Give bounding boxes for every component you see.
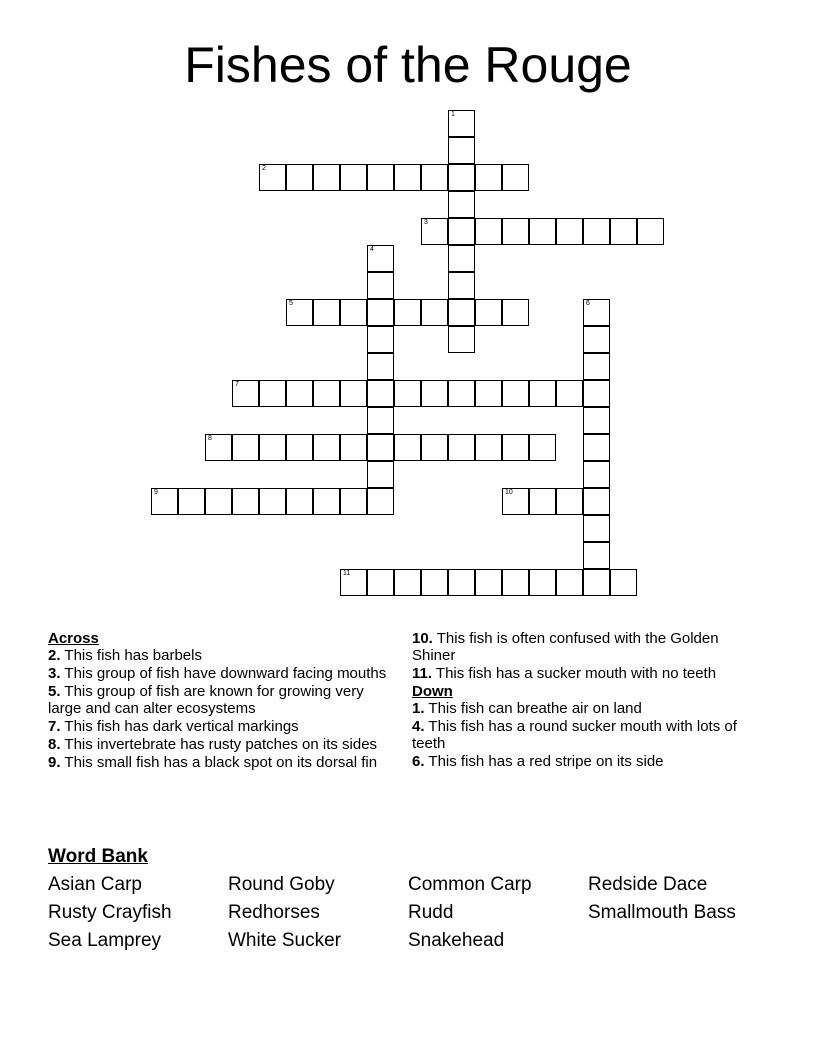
grid-cell[interactable] [448,164,475,191]
grid-cell[interactable] [502,218,529,245]
clue-number: 7 [235,381,239,388]
grid-cell[interactable] [448,245,475,272]
clue-number: 2 [262,165,266,172]
grid-cell[interactable] [583,434,610,461]
grid-cell[interactable] [313,299,340,326]
grid-cell[interactable] [259,488,286,515]
clue-number: 1 [451,111,455,118]
grid-cell[interactable] [178,488,205,515]
grid-cell[interactable] [259,164,286,191]
grid-cell[interactable] [205,434,232,461]
grid-cell[interactable] [583,407,610,434]
clue-item-number: 4. [412,718,425,735]
grid-cell[interactable] [313,164,340,191]
grid-cell[interactable] [448,191,475,218]
across-heading: Across [48,630,99,647]
grid-cell[interactable] [583,218,610,245]
grid-cell[interactable] [394,434,421,461]
clue-item-number: 7. [48,718,61,735]
grid-cell[interactable] [421,218,448,245]
grid-cell[interactable] [367,569,394,596]
grid-cell[interactable] [529,218,556,245]
grid-cell[interactable] [367,434,394,461]
page-title: Fishes of the Rouge [184,37,632,93]
clue-item-number: 1. [412,700,425,717]
grid-cell[interactable] [340,488,367,515]
grid-cell[interactable] [556,488,583,515]
across-clue-list-continued [412,630,762,682]
word-bank-item: Snakehead [408,930,505,951]
clue-number: 5 [289,300,293,307]
grid-cell[interactable] [637,218,664,245]
grid-cell[interactable] [475,380,502,407]
grid-cell[interactable] [448,569,475,596]
clue-item-text: This group of fish are known for growing very large and can alter ecosystems [48,683,364,717]
down-clue-list [412,700,762,770]
grid-cell[interactable] [232,434,259,461]
grid-cell[interactable] [502,434,529,461]
grid-cell[interactable] [448,137,475,164]
grid-cell[interactable] [151,488,178,515]
word-bank-item: Redside Dace [588,874,708,895]
clue-item-number: 11. [412,665,433,682]
grid-cell[interactable] [394,569,421,596]
grid-cell[interactable] [583,515,610,542]
grid-cell[interactable] [421,569,448,596]
clue-item-number: 8. [48,736,61,753]
grid-cell[interactable] [448,272,475,299]
grid-cell[interactable] [340,434,367,461]
grid-cell[interactable] [340,299,367,326]
grid-cell[interactable] [610,569,637,596]
clue-item-text: This fish has a sucker mouth with no teeth [432,665,717,682]
grid-cell[interactable] [556,380,583,407]
clue-item [412,700,762,717]
grid-cell[interactable] [367,380,394,407]
grid-cell[interactable] [448,218,475,245]
grid-cell[interactable] [367,299,394,326]
word-bank-item: Common Carp [408,874,532,895]
word-bank-item: White Sucker [228,930,341,951]
clue-number: 4 [370,246,374,253]
clue-item-text: This fish can breathe air on land [424,700,642,717]
grid-cell[interactable] [367,488,394,515]
clue-item [412,718,762,752]
across-clue-list [48,647,388,771]
grid-cell[interactable] [583,380,610,407]
grid-cell[interactable] [367,461,394,488]
word-bank-heading: Word Bank [48,846,148,867]
grid-cell[interactable] [313,434,340,461]
word-bank-item: Rusty Crayfish [48,902,172,923]
clue-number: 3 [424,219,428,226]
clue-item-text: This small fish has a black spot on its dorsal fin [60,754,378,771]
clue-item-number: 9. [48,754,61,771]
clue-item-number: 2. [48,647,61,664]
grid-cell[interactable] [232,488,259,515]
grid-cell[interactable] [502,380,529,407]
grid-cell[interactable] [583,542,610,569]
grid-cell[interactable] [286,434,313,461]
grid-cell[interactable] [421,164,448,191]
grid-cell[interactable] [583,353,610,380]
grid-cell[interactable] [394,380,421,407]
grid-cell[interactable] [286,164,313,191]
grid-cell[interactable] [421,299,448,326]
clue-item-number: 10. [412,630,433,647]
grid-cell[interactable] [394,299,421,326]
clue-item-text: This group of fish have downward facing mouths [60,665,387,682]
grid-cell[interactable] [421,434,448,461]
clue-item-text: This fish is often confused with the Golden Shiner [412,630,719,664]
clue-item [412,753,762,770]
grid-cell[interactable] [529,434,556,461]
clue-item [48,754,388,771]
clue-item [48,683,388,717]
grid-cell[interactable] [475,164,502,191]
grid-cell[interactable] [367,407,394,434]
grid-cell[interactable] [502,299,529,326]
down-heading: Down [412,683,453,700]
clue-item [48,647,388,664]
clues-right-column [412,630,762,771]
grid-cell[interactable] [583,299,610,326]
grid-cell[interactable] [232,380,259,407]
word-bank-item: Round Goby [228,874,335,895]
grid-cell[interactable] [421,380,448,407]
grid-cell[interactable] [205,488,232,515]
grid-cell[interactable] [610,218,637,245]
grid-cell[interactable] [475,218,502,245]
grid-cell[interactable] [367,164,394,191]
grid-cell[interactable] [448,434,475,461]
grid-cell[interactable] [448,380,475,407]
grid-cell[interactable] [556,569,583,596]
clue-item [48,736,388,753]
clue-item-number: 5. [48,683,61,700]
clue-item-text: This fish has barbels [60,647,202,664]
grid-cell[interactable] [502,164,529,191]
grid-cell[interactable] [502,569,529,596]
word-bank-item: Asian Carp [48,874,142,895]
grid-cell[interactable] [583,488,610,515]
grid-cell[interactable] [340,164,367,191]
grid-cell[interactable] [475,434,502,461]
grid-cell[interactable] [367,245,394,272]
grid-cell[interactable] [583,461,610,488]
clue-number: 8 [208,435,212,442]
grid-cell[interactable] [367,326,394,353]
grid-cell[interactable] [286,299,313,326]
clue-item-text: This fish has a red stripe on its side [424,753,664,770]
grid-cell[interactable] [475,569,502,596]
grid-cell[interactable] [313,488,340,515]
grid-cell[interactable] [583,569,610,596]
clue-item [412,630,762,664]
clue-number: 6 [586,300,590,307]
grid-cell[interactable] [340,569,367,596]
grid-cell[interactable] [529,380,556,407]
grid-cell[interactable] [529,569,556,596]
grid-cell[interactable] [448,299,475,326]
clue-item [48,718,388,735]
grid-cell[interactable] [529,488,556,515]
clue-item [48,665,388,682]
clue-item-text: This fish has a round sucker mouth with lots of teeth [412,718,737,752]
grid-cell[interactable] [313,380,340,407]
grid-cell[interactable] [367,353,394,380]
grid-cell[interactable] [259,434,286,461]
clues-left-column [48,630,388,772]
grid-cell[interactable] [340,380,367,407]
grid-cell[interactable] [286,380,313,407]
clue-number: 11 [343,570,351,577]
grid-cell[interactable] [286,488,313,515]
word-bank-item: Smallmouth Bass [588,902,736,923]
clue-number: 9 [154,489,158,496]
grid-cell[interactable] [583,326,610,353]
grid-cell[interactable] [475,299,502,326]
clue-number: 10 [505,489,513,496]
grid-cell[interactable] [448,326,475,353]
grid-cell[interactable] [502,488,529,515]
word-bank-item: Redhorses [228,902,320,923]
grid-cell[interactable] [367,272,394,299]
grid-cell[interactable] [556,218,583,245]
grid-cell[interactable] [448,110,475,137]
clue-item-number: 3. [48,665,61,682]
clue-item [412,665,762,682]
word-bank-item: Sea Lamprey [48,930,162,951]
clue-item-text: This invertebrate has rusty patches on its sides [60,736,378,753]
grid-cell[interactable] [259,380,286,407]
clue-item-number: 6. [412,753,425,770]
clue-item-text: This fish has dark vertical markings [60,718,299,735]
word-bank-item: Rudd [408,902,454,923]
grid-cell[interactable] [394,164,421,191]
